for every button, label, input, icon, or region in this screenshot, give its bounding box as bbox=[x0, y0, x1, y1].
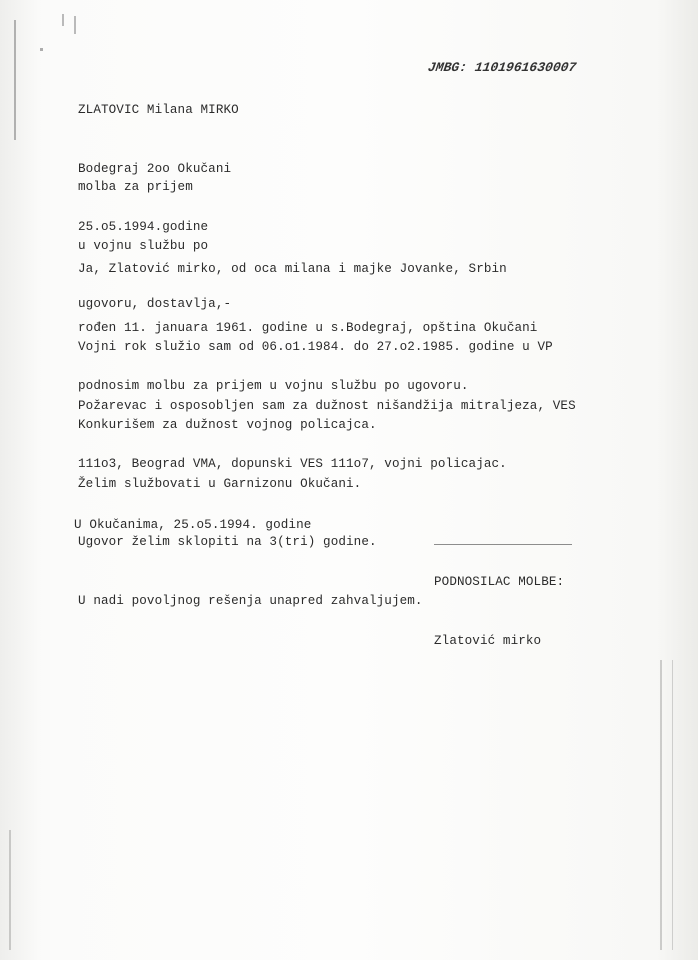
text-line: Ugovor želim sklopiti na 3(tri) godine. bbox=[78, 535, 377, 549]
sender-name: ZLATOVIC Milana MIRKO bbox=[78, 103, 239, 117]
place-date-line: U Okučanima, 25.o5.1994. godine bbox=[74, 518, 312, 532]
scan-edge-mark bbox=[9, 830, 11, 950]
place-date bbox=[74, 477, 311, 575]
scan-speck bbox=[62, 14, 64, 26]
scan-speck bbox=[40, 48, 43, 51]
signature-label-overstrike bbox=[434, 544, 572, 545]
signature-block bbox=[434, 534, 564, 690]
text-line: Požarevac i osposobljen sam za dužnost nišandžija mitraljeza, VES bbox=[78, 398, 576, 413]
sender-address: Bodegraj 2oo Okučani bbox=[78, 161, 232, 176]
scan-speck bbox=[74, 16, 76, 34]
text-line: rođen 11. januara 1961. godine u s.Bodegraj, opština Okučani bbox=[78, 320, 538, 335]
sender-date: 25.o5.1994.godine bbox=[78, 220, 209, 234]
scan-edge-mark bbox=[672, 660, 673, 950]
jmbg-number: JMBG: 1101961630007 bbox=[426, 60, 578, 75]
signature-label: PODNOSILAC MOLBE: bbox=[434, 575, 565, 589]
text-line: Želim službovati u Garnizonu Okučani. bbox=[78, 476, 362, 491]
subject-line: ugovoru, dostavlja,- bbox=[78, 297, 232, 311]
text-line: podnosim molbu za prijem u vojnu službu po ugovoru. bbox=[78, 379, 469, 393]
subject-line: molba za prijem bbox=[78, 180, 193, 194]
scan-edge-mark bbox=[14, 20, 16, 140]
text-line: U nadi povoljnog rešenja unapred zahvaljujem. bbox=[78, 593, 423, 608]
signature-name: Zlatović mirko bbox=[434, 633, 542, 648]
text-line: Vojni rok služio sam od 06.o1.1984. do 27.o2.1985. godine u VP bbox=[78, 340, 553, 354]
scan-edge-mark bbox=[660, 660, 662, 950]
subject-line: u vojnu službu po bbox=[78, 238, 209, 253]
text-line: Konkurišem za dužnost vojnog policajca. bbox=[78, 418, 377, 432]
text-line: 111o3, Beograd VMA, dopunski VES 111o7, vojni policajac. bbox=[78, 457, 507, 471]
text-line: Ja, Zlatović mirko, od oca milana i majke Jovanke, Srbin bbox=[78, 262, 507, 276]
